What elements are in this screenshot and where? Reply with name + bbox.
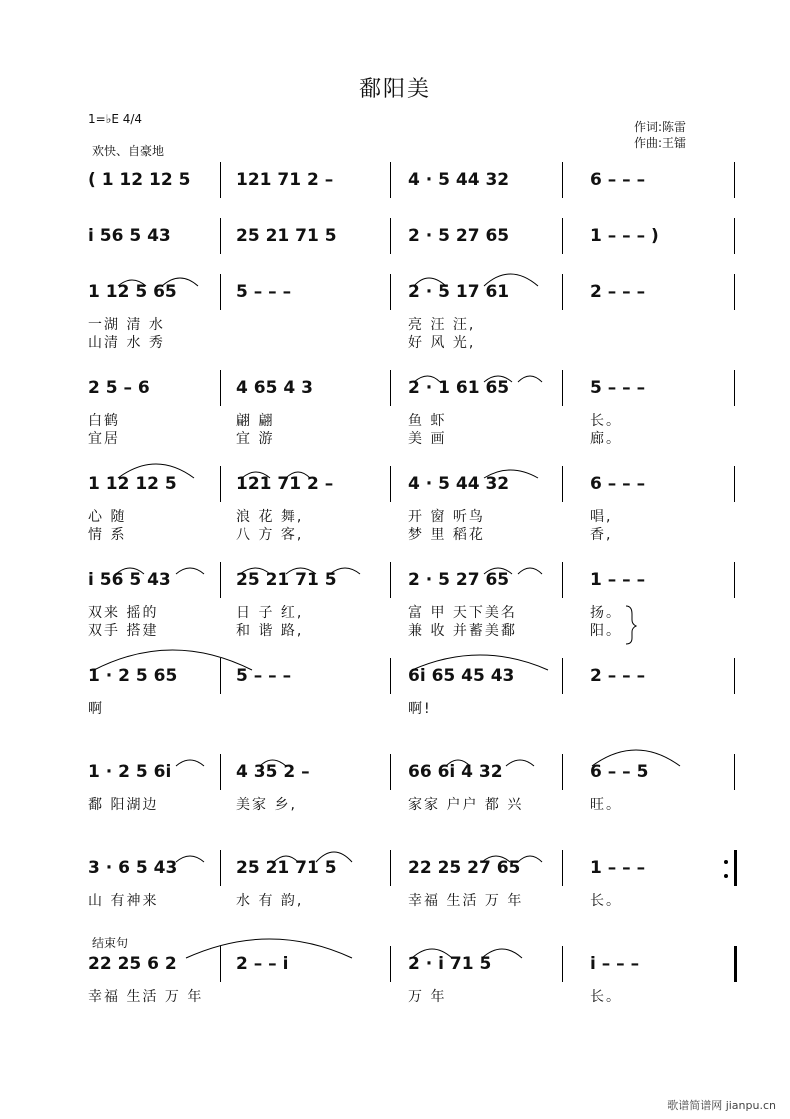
measure-notes: ( 1 12 12 5: [88, 170, 191, 190]
measure-notes: 3 · 6 5 43: [88, 858, 178, 878]
coda-label: 结束句: [92, 936, 129, 950]
slur: [162, 278, 198, 286]
measure-notes: 1 · 2 5 6i: [88, 762, 172, 782]
slur: [518, 568, 542, 574]
measure-notes: 2 · i 71 5: [408, 954, 492, 974]
slur: [240, 568, 270, 574]
lyric-text: 富 甲 天下美名: [408, 605, 517, 621]
lyric-text: 香,: [590, 527, 613, 543]
slur: [94, 650, 252, 670]
slur: [176, 760, 204, 766]
measure-notes: 1 · 2 5 65: [88, 666, 178, 686]
measure-notes: 66 6i 4 32: [408, 762, 503, 782]
repeat-dot: [724, 860, 728, 864]
measure-notes: 4 65 4 3: [236, 378, 313, 398]
slur: [412, 949, 452, 958]
lyric-text: 啊: [88, 701, 104, 717]
slur: [176, 568, 204, 574]
measure-notes: 2 · 5 17 61: [408, 282, 510, 302]
measure-notes: 4 35 2 –: [236, 762, 310, 782]
lyric-text: 美 画: [408, 431, 447, 447]
lyric-text: 兼 收 并蓄美鄱: [408, 623, 517, 639]
slur: [242, 472, 270, 478]
slur: [518, 856, 542, 862]
lyric-text: 和 谐 路,: [236, 623, 304, 639]
lyric-text: 长。: [590, 893, 622, 909]
lyric-text: 心 随: [88, 509, 127, 525]
lyric-text: 日 子 红,: [236, 605, 304, 621]
slur: [414, 376, 440, 382]
measure-notes: 2 · 5 27 65: [408, 226, 510, 246]
measure-notes: 22 25 27 65: [408, 858, 521, 878]
measure-notes: 5 – – –: [236, 666, 292, 686]
lyric-text: 浪 花 舞,: [236, 509, 304, 525]
slur: [116, 568, 144, 574]
brace: [626, 606, 636, 644]
lyric-text: 八 方 客,: [236, 527, 304, 543]
measure-notes: 25 21 71 5: [236, 570, 337, 590]
measure-notes: 25 21 71 5: [236, 226, 337, 246]
lyric-text: 梦 里 稻花: [408, 527, 485, 543]
measure-notes: 6 – – –: [590, 170, 646, 190]
slur: [118, 280, 146, 286]
lyric-text: 长。: [590, 413, 622, 429]
measure-notes: 1 12 5 65: [88, 282, 177, 302]
slur: [176, 856, 204, 862]
slur: [482, 856, 510, 862]
composer-credit: 作曲:王镭: [634, 136, 687, 150]
measure-notes: 1 12 12 5: [88, 474, 177, 494]
lyric-text: 阳。: [590, 623, 622, 639]
measure-notes: 4 · 5 44 32: [408, 170, 510, 190]
slur: [186, 939, 352, 958]
lyric-text: 水 有 韵,: [236, 893, 304, 909]
lyric-text: 啊!: [408, 701, 432, 717]
measure-notes: 2 – – –: [590, 666, 646, 686]
lyric-text: 宜居: [88, 431, 120, 447]
slur: [286, 568, 316, 574]
measure-notes: 2 · 5 27 65: [408, 570, 510, 590]
lyric-text: 幸福 生活 万 年: [408, 893, 524, 909]
lyric-text: 双手 搭建: [88, 623, 159, 639]
lyric-text: 亮 汪 汪,: [408, 317, 476, 333]
slur: [592, 750, 680, 766]
measure-notes: 25 21 71 5: [236, 858, 337, 878]
slur: [482, 949, 522, 958]
slur: [274, 856, 298, 862]
lyric-text: 美家 乡,: [236, 797, 297, 813]
lyric-text: 长。: [590, 989, 622, 1005]
lyric-text: 鱼 虾: [408, 413, 447, 429]
lyric-text: 白鹤: [88, 413, 120, 429]
slur: [286, 472, 310, 478]
measure-notes: 1 – – – ): [590, 226, 659, 246]
lyric-text: 开 窗 听鸟: [408, 509, 485, 525]
tempo-marking: 欢快、自豪地: [92, 144, 165, 158]
lyric-text: 宜 游: [236, 431, 275, 447]
lyric-text: 扬。: [590, 605, 622, 621]
slur: [316, 852, 352, 862]
measure-notes: 1 – – –: [590, 858, 646, 878]
measure-notes: i – – –: [590, 954, 640, 974]
slur: [506, 760, 534, 766]
measure-notes: 5 – – –: [590, 378, 646, 398]
lyric-text: 鄱 阳湖边: [88, 797, 159, 813]
lyric-text: 双来 摇的: [88, 605, 159, 621]
measure-notes: 22 25 6 2: [88, 954, 177, 974]
slur: [260, 760, 286, 766]
slur: [484, 274, 538, 286]
measure-notes: 2 – – i: [236, 954, 289, 974]
lyric-text: 好 风 光,: [408, 335, 476, 351]
song-title: 鄱阳美: [358, 77, 431, 102]
measure-notes: 121 71 2 –: [236, 474, 334, 494]
slur: [484, 470, 538, 478]
lyric-text: 万 年: [408, 989, 447, 1005]
lyric-text: 山 有神来: [88, 893, 159, 909]
measure-notes: 1 – – –: [590, 570, 646, 590]
lyric-text: 情 系: [88, 527, 127, 543]
lyric-text: 翩 翩: [236, 413, 275, 429]
slur: [412, 655, 548, 670]
lyric-text: 幸福 生活 万 年: [88, 989, 204, 1005]
key-signature: 1=♭E 4/4: [88, 112, 143, 126]
lyric-text: 廊。: [590, 431, 622, 447]
repeat-dot: [724, 874, 728, 878]
lyricist-credit: 作词:陈雷: [634, 120, 687, 134]
slur: [518, 376, 542, 382]
lyric-text: 家家 户户 都 兴: [408, 797, 524, 813]
slur: [118, 464, 194, 478]
lyric-text: 旺。: [590, 797, 622, 813]
measure-notes: 6 – – 5: [590, 762, 649, 782]
measure-notes: 2 – – –: [590, 282, 646, 302]
measure-notes: 4 · 5 44 32: [408, 474, 510, 494]
measure-notes: i 56 5 43: [88, 570, 171, 590]
watermark: 歌谱简谱网 jianpu.cn: [667, 1099, 776, 1112]
measure-notes: 2 · 1 61 65: [408, 378, 510, 398]
slur: [446, 760, 470, 766]
measure-notes: i 56 5 43: [88, 226, 171, 246]
measure-notes: 6i 65 45 43: [408, 666, 515, 686]
slur: [484, 376, 512, 382]
lyric-text: 唱,: [590, 509, 613, 525]
measure-notes: 6 – – –: [590, 474, 646, 494]
measure-notes: 2 5 – 6: [88, 378, 150, 398]
slur: [330, 568, 360, 574]
slur: [414, 278, 446, 286]
lyric-text: 山清 水 秀: [88, 335, 165, 351]
measure-notes: 121 71 2 –: [236, 170, 334, 190]
measure-notes: 5 – – –: [236, 282, 292, 302]
slur: [484, 568, 512, 574]
lyric-text: 一湖 清 水: [88, 317, 165, 333]
